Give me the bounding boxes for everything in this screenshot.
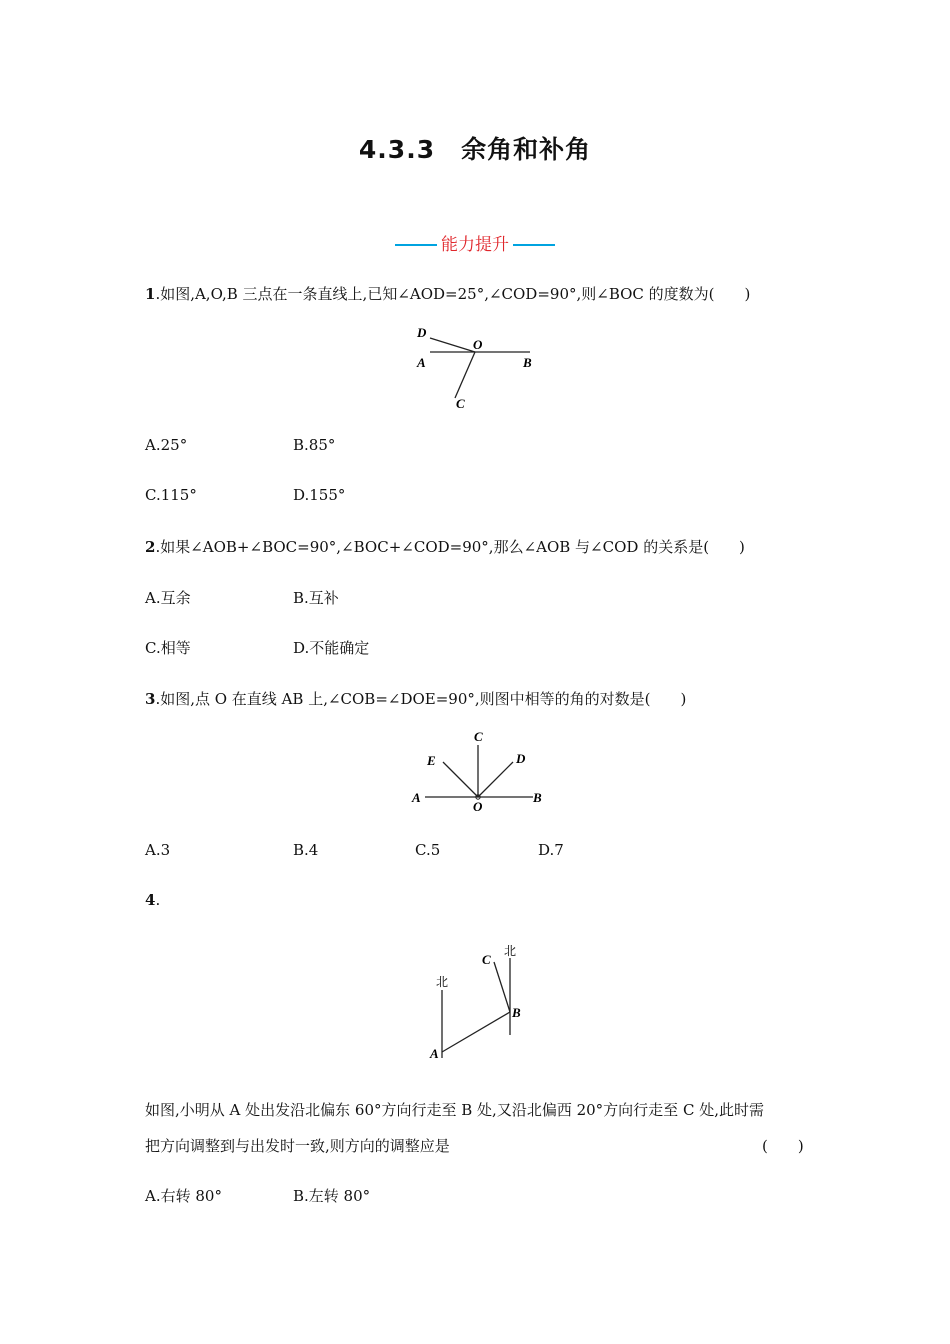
section-divider-right [513,244,555,246]
q4-option-a: A.右转 80° [145,1187,222,1205]
label-north-a: 北 [436,975,449,989]
label-b: B [533,790,542,805]
label-b: B [523,355,532,370]
label-e: E [427,753,436,768]
q2-option-d: D.不能确定 [293,639,370,657]
question-1-text: .如图,A,O,B 三点在一条直线上,已知∠AOD=25°,∠COD=90°,则∠BOC 的度数为( ) [155,285,751,303]
section-label: 能力提升 [441,235,509,255]
segment-ab [442,1012,510,1052]
label-c: C [474,729,483,744]
q4-option-b: B.左转 80° [293,1187,371,1205]
label-a: A [412,790,421,805]
question-4-number: 4 [145,891,156,909]
ray-oe [443,762,478,797]
ray-od [478,762,513,797]
question-3-text: .如图,点 O 在直线 AB 上,∠COB=∠DOE=90°,则图中相等的角的对数是( ) [155,690,687,708]
q1-option-c: C.115° [145,486,197,504]
question-3-figure [405,725,555,815]
ray-oc [455,352,475,398]
segment-bc [494,962,510,1012]
q2-option-c: C.相等 [145,639,191,657]
q2-option-a: A.互余 [145,589,191,607]
section-heading [0,230,950,255]
question-3 [145,688,686,709]
question-4-body-line-1: 如图,小明从 A 处出发沿北偏东 60°方向行走至 B 处,又沿北偏西 20°方向行走至 C 处,此时需 [145,1101,764,1119]
label-o: O [473,799,483,814]
label-c: C [482,952,491,967]
label-d: D [417,325,427,340]
q3-option-a: A.3 [145,841,171,859]
q1-option-b: B.85° [293,436,336,454]
label-north-b: 北 [504,944,517,958]
q2-option-b: B.互补 [293,589,339,607]
page-title: 4.3.3 余角和补角 [358,135,592,164]
question-4-text: . [155,891,161,909]
label-b: B [512,1005,521,1020]
question-1 [145,283,750,304]
section-divider-left [395,244,437,246]
question-4-figure [420,940,530,1065]
q1-option-a: A.25° [145,436,188,454]
question-2 [145,536,745,557]
question-1-number: 1 [145,285,156,303]
q3-option-c: C.5 [415,841,441,859]
question-2-text: .如果∠AOB+∠BOC=90°,∠BOC+∠COD=90°,那么∠AOB 与∠COD 的关系是( ) [155,538,745,556]
question-4 [145,891,160,909]
question-2-number: 2 [145,538,156,556]
question-3-number: 3 [145,690,156,708]
q3-option-b: B.4 [293,841,319,859]
question-4-body-line-2: 把方向调整到与出发时一致,则方向的调整应是 [145,1137,450,1155]
label-o: O [473,337,483,352]
q3-option-d: D.7 [538,841,564,859]
label-a: A [430,1046,439,1061]
q1-option-d: D.155° [293,486,346,504]
question-1-figure [405,320,545,412]
ray-od [430,338,475,352]
label-c: C [456,396,465,411]
label-a: A [417,355,426,370]
question-4-answer-paren: ( ) [762,1137,804,1155]
label-d: D [516,751,526,766]
